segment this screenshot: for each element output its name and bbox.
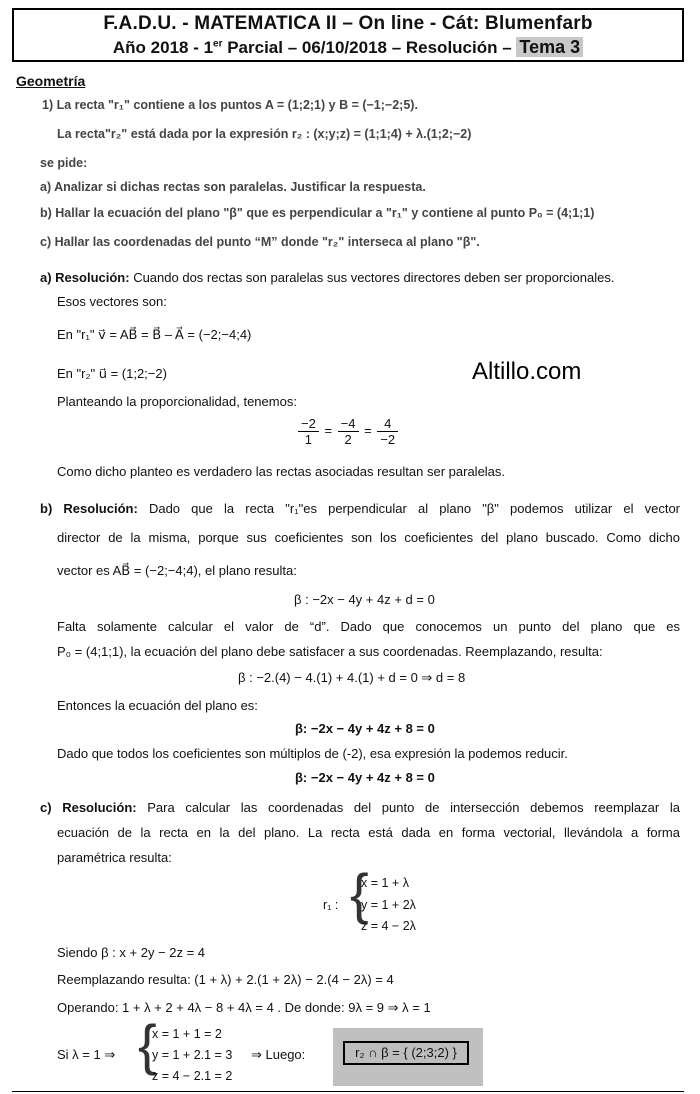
part-a-vector-v: En "r₁" v⃗ = AB⃗ = B⃗ – A⃗ = (−2;−4;4): [57, 327, 252, 342]
fraction-3-num: 4: [377, 416, 398, 432]
lambda-value: Si λ = 1 ⇒: [57, 1047, 116, 1062]
fraction-1-den: 1: [304, 432, 313, 447]
part-a-text-1: Cuando dos rectas son paralelas sus vectores directores deben ser proporcionales.: [129, 270, 615, 285]
plane-substitution: β : −2.(4) − 4.(1) + 4.(1) + d = 0 ⇒ d = 8: [238, 670, 466, 685]
header-box: [12, 8, 684, 62]
problem-line-1: 1) La recta "r₁" contiene a los puntos A = (1;2;1) y B = (−1;−2;5).: [42, 98, 418, 112]
part-b-line-2: director de la misma, porque sus coeficientes son los coeficientes del plano buscado. Como dicho: [57, 530, 680, 545]
proportion-equation: [296, 416, 400, 447]
part-b-label: b) Resolución:: [40, 501, 138, 516]
part-a-label: a) Resolución:: [40, 270, 130, 285]
part-c-line-3: paramétrica resulta:: [57, 850, 172, 865]
part-a-line-5: Planteando la proporcionalidad, tenemos:: [57, 394, 297, 409]
subtitle-part: Año 2018 - 1: [112, 38, 214, 57]
problem-line-2: La recta"r₂" está dada por la expresión r₂ : (x;y;z) = (1;1;4) + λ.(1;2;−2): [57, 127, 472, 141]
part-c-text-1: Para calcular las coordenadas del punto de intersección debemos reemplazar la: [136, 800, 680, 815]
param-x: x = 1 + λ: [361, 876, 409, 890]
part-b-line-3: vector es AB⃗ = (−2;−4;4), el plano resulta:: [57, 563, 297, 578]
equals-1: =: [324, 422, 333, 438]
watermark: Altillo.com: [472, 358, 582, 385]
problem-item-b: b) Hallar la ecuación del plano "β" que es perpendicular a "r₁" y contiene al punto P₀ = (4;1;1): [40, 206, 595, 220]
part-b-line-10: Dado que todos los coeficientes son múltiplos de (-2), esa expresión la podemos reducir.: [57, 746, 568, 761]
system-brace-2: {: [138, 1013, 157, 1076]
result-box: r₂ ∩ β = { (2;3;2) }: [343, 1041, 469, 1065]
part-c-label: c) Resolución:: [40, 800, 137, 815]
system-brace-1: {: [350, 862, 369, 925]
param-y: y = 1 + 2λ: [361, 898, 416, 912]
section-title: Geometría: [16, 73, 86, 89]
point-y: y = 1 + 2.1 = 3: [152, 1048, 233, 1062]
part-c-plane: Siendo β : x + 2y − 2z = 4: [57, 945, 206, 960]
point-z: z = 4 − 2.1 = 2: [152, 1069, 233, 1083]
bottom-rule: [12, 1091, 684, 1092]
fraction-2: [338, 416, 359, 447]
problem-line-3: se pide:: [40, 156, 88, 170]
tema-badge: Tema 3: [516, 37, 583, 57]
part-c-line-1: [40, 800, 680, 815]
part-a-line-2: Esos vectores son:: [57, 294, 167, 309]
part-b-text-1: Dado que la recta "r₁"es perpendicular al plano "β" podemos utilizar el vector: [137, 501, 681, 516]
part-a-conclusion: Como dicho planteo es verdadero las rectas asociadas resultan ser paralelas.: [57, 464, 506, 479]
plane-equation-reduced: β: −2x − 4y + 4z + 8 = 0: [295, 770, 435, 785]
plane-equation-general: β : −2x − 4y + 4z + d = 0: [294, 592, 435, 607]
part-c-line-2: ecuación de la recta en la del plano. La recta está dada en forma vectorial, llevándola a forma: [57, 825, 680, 840]
header-subtitle: [14, 37, 682, 58]
part-b-line-5: Falta solamente calcular el valor de “d”. Dado que conocemos un punto del plano que es: [57, 619, 680, 634]
luego-text: ⇒ Luego:: [251, 1047, 306, 1062]
subtitle-sup: er: [213, 38, 223, 50]
fraction-1: [298, 416, 319, 447]
fraction-3-den: −2: [380, 432, 396, 447]
result-highlight: [333, 1028, 483, 1086]
part-c-substitution: Reemplazando resulta: (1 + λ) + 2.(1 + 2λ) − 2.(4 − 2λ) = 4: [57, 972, 394, 987]
point-x: x = 1 + 1 = 2: [152, 1027, 222, 1041]
header-title: F.A.D.U. - MATEMATICA II – On line - Cát: Blumenfarb: [103, 13, 593, 34]
plane-equation-final: β: −2x − 4y + 4z + 8 = 0: [295, 721, 435, 736]
problem-item-c: c) Hallar las coordenadas del punto “M” donde "r₂" interseca al plano "β".: [40, 235, 480, 249]
parametric-label: r₁ :: [323, 898, 339, 912]
part-a-line-1: [40, 270, 680, 285]
fraction-2-den: 2: [344, 432, 352, 447]
part-b-line-6: P₀ = (4;1;1), la ecuación del plano debe satisfacer a sus coordenadas. Reemplazando, resulta:: [57, 644, 603, 659]
part-b-line-8: Entonces la ecuación del plano es:: [57, 698, 258, 713]
fraction-1-num: −2: [298, 416, 319, 432]
part-a-vector-u: En "r₂" u⃗ = (1;2;−2): [57, 366, 167, 381]
fraction-2-num: −4: [338, 416, 359, 432]
param-z: z = 4 − 2λ: [361, 919, 416, 933]
problem-item-a: a) Analizar si dichas rectas son paralelas. Justificar la respuesta.: [40, 180, 426, 194]
part-c-operating: Operando: 1 + λ + 2 + 4λ − 8 + 4λ = 4 . De donde: 9λ = 9 ⇒ λ = 1: [57, 1000, 431, 1015]
subtitle-part2: Parcial – 06/10/2018 – Resolución –: [222, 38, 517, 57]
fraction-3: [377, 416, 398, 447]
equals-2: =: [364, 422, 372, 438]
part-b-line-1: [40, 501, 680, 516]
